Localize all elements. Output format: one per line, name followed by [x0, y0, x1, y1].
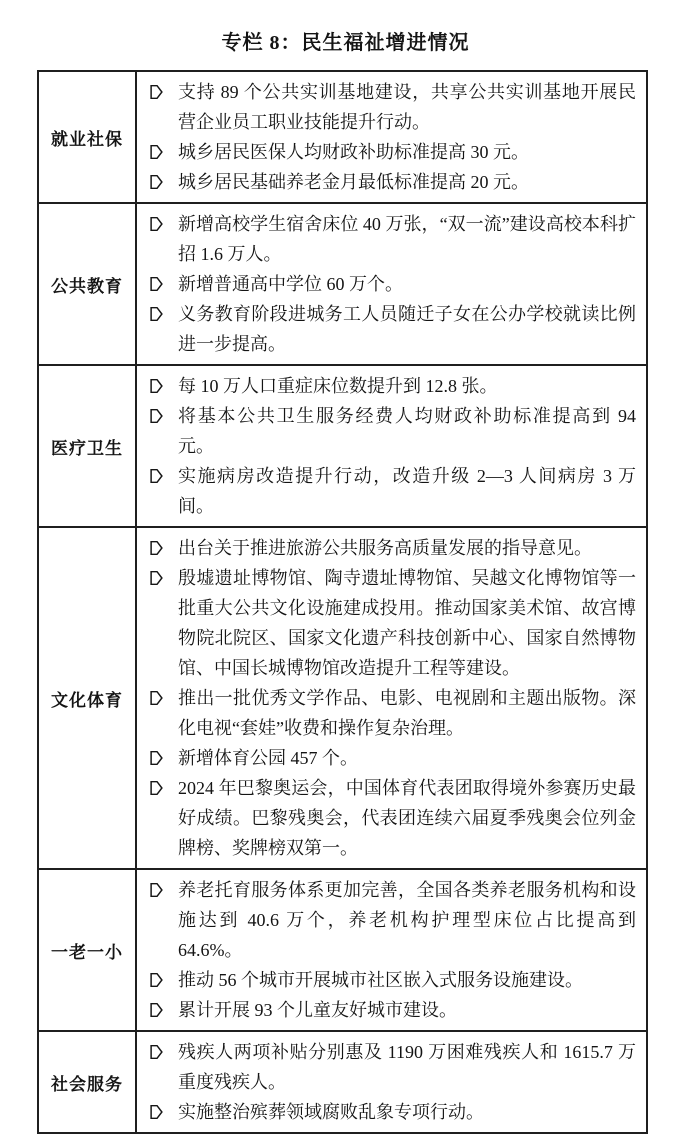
- row-items: [137, 366, 646, 526]
- list-item: [137, 563, 636, 683]
- list-item-text: 新增普通高中学位 60 万个。: [178, 274, 403, 294]
- list-item: [137, 299, 636, 359]
- list-item: [137, 269, 636, 299]
- list-item-text: 义务教育阶段进城务工人员随迁子女在公办学校就读比例进一步提高。: [178, 304, 636, 354]
- pentagon-bullet-icon: [150, 540, 163, 556]
- pentagon-bullet-icon: [150, 276, 163, 292]
- pentagon-bullet-icon: [150, 750, 163, 766]
- row-items: [137, 528, 646, 868]
- pentagon-bullet-icon: [150, 780, 163, 796]
- pentagon-bullet-icon: [150, 972, 163, 988]
- list-item: [137, 77, 636, 137]
- list-item: [137, 683, 636, 743]
- list-item: [137, 371, 636, 401]
- list-item-text: 实施病房改造提升行动，改造升级 2—3 人间病房 3 万间。: [178, 466, 636, 516]
- pentagon-bullet-icon: [150, 468, 163, 484]
- list-item: [137, 533, 636, 563]
- pentagon-bullet-icon: [150, 690, 163, 706]
- list-item-text: 实施整治殡葬领域腐败乱象专项行动。: [178, 1102, 484, 1122]
- row-category-label: 文化体育: [39, 528, 137, 868]
- pentagon-bullet-icon: [150, 1002, 163, 1018]
- pentagon-bullet-icon: [150, 1104, 163, 1120]
- row-category-label: 医疗卫生: [39, 366, 137, 526]
- pentagon-bullet-icon: [150, 378, 163, 394]
- pentagon-bullet-icon: [150, 1044, 163, 1060]
- pentagon-bullet-icon: [150, 408, 163, 424]
- list-item: [137, 137, 636, 167]
- table-row: [39, 204, 646, 366]
- list-item-text: 残疾人两项补贴分别惠及 1190 万困难残疾人和 1615.7 万重度残疾人。: [178, 1042, 636, 1092]
- list-item: [137, 965, 636, 995]
- pentagon-bullet-icon: [150, 84, 163, 100]
- list-item: [137, 875, 636, 965]
- list-item-text: 推动 56 个城市开展城市社区嵌入式服务设施建设。: [178, 970, 583, 990]
- list-item-text: 城乡居民基础养老金月最低标准提高 20 元。: [178, 172, 529, 192]
- list-item-text: 将基本公共卫生服务经费人均财政补助标准提高到 94 元。: [178, 406, 636, 456]
- list-item-text: 新增体育公园 457 个。: [178, 748, 358, 768]
- table-row: [39, 72, 646, 204]
- list-item-text: 殷墟遗址博物馆、陶寺遗址博物馆、吴越文化博物馆等一批重大公共文化设施建成投用。推动国家美术馆、故宫博物院北院区、国家文化遗产科技创新中心、国家自然博物馆、中国长城博物馆改造提升工程等建设。: [178, 568, 636, 678]
- list-item-text: 累计开展 93 个儿童友好城市建设。: [178, 1000, 457, 1020]
- row-items: [137, 870, 646, 1030]
- list-item: [137, 167, 636, 197]
- row-category-label: 公共教育: [39, 204, 137, 364]
- table-row: [39, 528, 646, 870]
- list-item: [137, 1097, 636, 1127]
- list-item: [137, 995, 636, 1025]
- row-category-label: 一老一小: [39, 870, 137, 1030]
- pentagon-bullet-icon: [150, 144, 163, 160]
- list-item: [137, 209, 636, 269]
- list-item-text: 2024 年巴黎奥运会，中国体育代表团取得境外参赛历史最好成绩。巴黎残奥会，代表团连续六届夏季残奥会位列金牌榜、奖牌榜双第一。: [178, 778, 636, 858]
- list-item: [137, 461, 636, 521]
- list-item-text: 新增高校学生宿舍床位 40 万张，“双一流”建设高校本科扩招 1.6 万人。: [178, 214, 636, 264]
- pentagon-bullet-icon: [150, 174, 163, 190]
- table-row: [39, 1032, 646, 1132]
- list-item: [137, 401, 636, 461]
- row-items: [137, 1032, 646, 1132]
- row-category-label: 就业社保: [39, 72, 137, 202]
- list-item-text: 每 10 万人口重症床位数提升到 12.8 张。: [178, 376, 498, 396]
- list-item: [137, 773, 636, 863]
- list-item: [137, 1037, 636, 1097]
- pentagon-bullet-icon: [150, 216, 163, 232]
- list-item-text: 出台关于推进旅游公共服务高质量发展的指导意见。: [178, 538, 592, 558]
- page-title: 专栏 8：民生福祉增进情况: [221, 32, 470, 54]
- list-item-text: 城乡居民医保人均财政补助标准提高 30 元。: [178, 142, 529, 162]
- list-item-text: 推出一批优秀文学作品、电影、电视剧和主题出版物。深化电视“套娃”收费和操作复杂治理。: [178, 688, 636, 738]
- row-category-label: 社会服务: [39, 1032, 137, 1132]
- table-row: [39, 366, 646, 528]
- list-item: [137, 743, 636, 773]
- list-item-text: 养老托育服务体系更加完善，全国各类养老服务机构和设施达到 40.6 万个，养老机构护理型床位占比提高到 64.6%。: [178, 880, 636, 960]
- pentagon-bullet-icon: [150, 882, 163, 898]
- livelihood-table: [37, 70, 648, 1134]
- row-items: [137, 204, 646, 364]
- table-row: [39, 870, 646, 1032]
- row-items: [137, 72, 646, 202]
- pentagon-bullet-icon: [150, 306, 163, 322]
- pentagon-bullet-icon: [150, 570, 163, 586]
- list-item-text: 支持 89 个公共实训基地建设，共享公共实训基地开展民营企业员工职业技能提升行动。: [178, 82, 636, 132]
